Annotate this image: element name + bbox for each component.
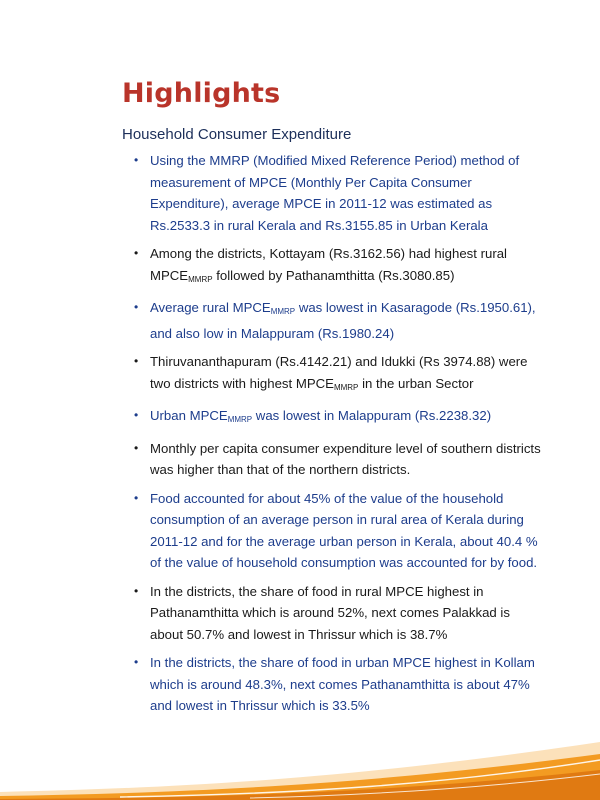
- bullet-dot-icon: •: [134, 490, 139, 505]
- highlight-text-part: followed by Pathanamthitta (Rs.3080.85): [212, 267, 455, 283]
- subscript-label: MMRP: [188, 274, 213, 284]
- highlight-item: [134, 405, 544, 431]
- highlight-text: Food accounted for about 45% of the value of the household consumption of an average person in rural area of Kerala during 2011-12 and for the average urban person in Kerala, about 40.4 % of the value of household consumption was accounted for by food.: [150, 490, 538, 570]
- bullet-dot-icon: •: [134, 583, 139, 598]
- bullet-dot-icon: •: [134, 354, 139, 368]
- highlight-text: Monthly per capita consumer expenditure level of southern districts was higher than that of the northern districts.: [150, 440, 541, 477]
- subscript-label: MMRP: [333, 382, 359, 392]
- bullet-dot-icon: •: [134, 440, 139, 455]
- subscript-label: MMRP: [270, 307, 296, 316]
- highlight-text-part: Average rural MPCE: [150, 300, 271, 315]
- highlight-text: Using the MMRP (Modified Mixed Reference Period) method of measurement of MPCE (Monthly Per Capita Consumer Expenditure), average MPCE in 2011-12 was estimated as Rs.2533.3 in rural Kerala and Rs.3155.85 in Urban Kerala: [150, 153, 520, 233]
- highlight-text-part: in the urban Sector: [358, 375, 474, 391]
- bullet-dot-icon: •: [134, 408, 139, 422]
- section-subtitle: Household Consumer Expenditure: [122, 126, 352, 143]
- highlight-text-part: was lowest in Malappuram (Rs.2238.32): [252, 408, 492, 423]
- subscript-label: MMRP: [227, 415, 253, 424]
- highlight-item: [134, 488, 544, 574]
- highlight-item: [134, 150, 544, 236]
- highlight-text: In the districts, the share of food in urban MPCE highest in Kollam which is around 48.3%, next comes Pathanamthitta is about 47% and lowest in Thrissur which is 33.5%: [150, 655, 535, 713]
- highlight-text-part: Urban MPCE: [150, 408, 228, 423]
- highlight-item: [134, 243, 544, 290]
- decorative-wave-footer: [0, 700, 600, 800]
- page-title: Highlights: [122, 78, 281, 109]
- highlight-text-part: was lowest in Kasaragode (Rs.1950.61), and also low in Malappuram (Rs.1980.24): [150, 300, 536, 341]
- highlight-item: [134, 297, 544, 344]
- bullet-dot-icon: •: [134, 655, 139, 669]
- highlights-list: [134, 150, 544, 724]
- highlight-text-part: Among the districts, Kottayam (Rs.3162.56) had highest rural MPCE: [150, 246, 507, 283]
- highlight-item: [134, 581, 544, 646]
- highlight-item: [134, 438, 544, 481]
- bullet-dot-icon: •: [134, 300, 139, 314]
- highlight-text: In the districts, the share of food in rural MPCE highest in Pathanamthitta which is around 52%, next comes Palakkad is about 50.7% and lowest in Thrissur which is 38.7%: [150, 583, 510, 642]
- bullet-dot-icon: •: [134, 153, 139, 167]
- highlight-item: [134, 351, 544, 398]
- bullet-dot-icon: •: [134, 246, 139, 260]
- highlight-text-part: Thiruvananthapuram (Rs.4142.21) and Idukki (Rs 3974.88) were two districts with highest MPCE: [150, 354, 528, 391]
